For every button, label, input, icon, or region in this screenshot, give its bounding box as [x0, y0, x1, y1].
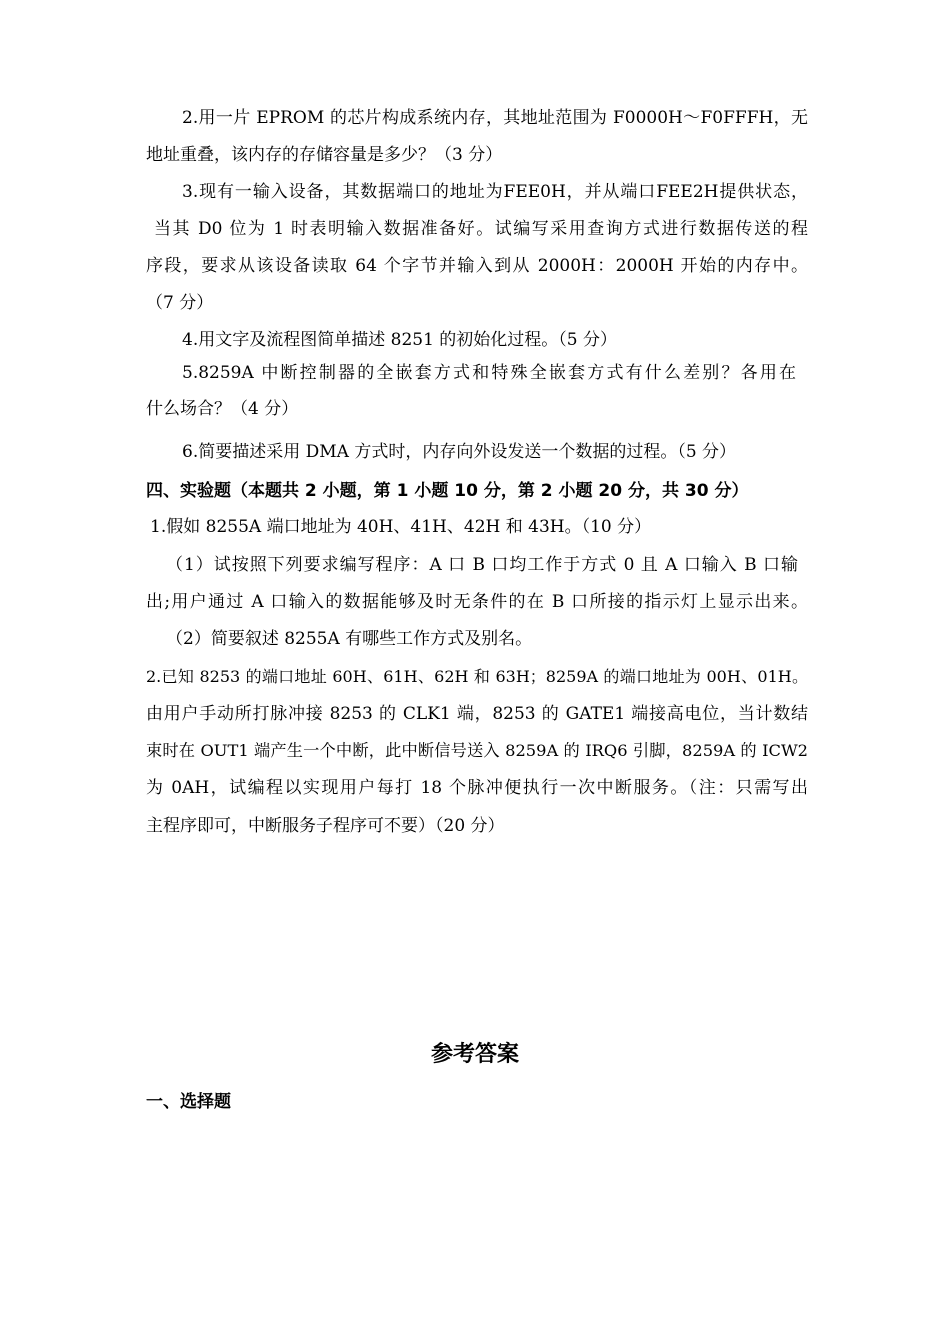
q4-1-sub1-line1: （1）试按照下列要求编写程序：A 口 B 口均工作于方式 0 且 A 口输入 B 口输 — [166, 555, 798, 575]
q4-2-line2: 由用户手动所打脉冲接 8253 的 CLK1 端，8253 的 GATE1 端接高电位，当计数结 — [146, 704, 808, 724]
q4-1-sub1-line2: 出;用户通过 A 口输入的数据能够及时无条件的在 B 口所接的指示灯上显示出来。 — [146, 592, 808, 612]
q3-4-line1: 4.用文字及流程图简单描述 8251 的初始化过程。（5 分） — [182, 330, 618, 350]
q3-3-line3: 序段，要求从该设备读取 64 个字节并输入到从 2000H：2000H 开始的内存中。 — [146, 256, 808, 276]
q4-2-line5: 主程序即可，中断服务子程序可不要）（20 分） — [146, 816, 505, 836]
q3-3-line1: 3.现有一输入设备，其数据端口的地址为FEE0H，并从端口FEE2H提供状态， — [182, 182, 808, 202]
part4-heading: 四、实验题（本题共 2 小题，第 1 小题 10 分，第 2 小题 20 分，共 30 分） — [146, 481, 749, 501]
q4-1-sub2: （2）简要叙述 8255A 有哪些工作方式及别名。 — [166, 629, 533, 649]
q3-5-line1: 5.8259A 中断控制器的全嵌套方式和特殊全嵌套方式有什么差别？各用在 — [182, 363, 796, 383]
q4-2-line4: 为 0AH，试编程以实现用户每打 18 个脉冲便执行一次中断服务。（注：只需写出 — [146, 778, 808, 798]
q3-3-line4: （7 分） — [146, 293, 214, 313]
q3-2-line1: 2.用一片 EPROM 的芯片构成系统内存，其地址范围为 F0000H～F0FFFH，无 — [182, 108, 808, 128]
q3-5-line2: 什么场合？（4 分） — [146, 399, 299, 419]
q3-6-line1: 6.简要描述采用 DMA 方式时，内存向外设发送一个数据的过程。（5 分） — [182, 442, 737, 462]
q4-1-line1: 1.假如 8255A 端口地址为 40H、41H、42H 和 43H。（10 分） — [150, 517, 652, 537]
answers-title: 参考答案 — [430, 1042, 519, 1067]
q4-2-line1: 2.已知 8253 的端口地址 60H、61H、62H 和 63H；8259A 的端口地址为 00H、01H。 — [146, 667, 808, 686]
q3-2-line2: 地址重叠，该内存的存储容量是多少？（3 分） — [146, 145, 503, 165]
answers-section1-heading: 一、选择题 — [146, 1092, 231, 1112]
q4-2-line3: 束时在 OUT1 端产生一个中断，此中断信号送入 8259A 的 IRQ6 引脚，8259A 的 ICW2 — [146, 741, 808, 760]
q3-3-line2: 当其 D0 位为 1 时表明输入数据准备好。试编写采用查询方式进行数据传送的程 — [154, 219, 808, 239]
